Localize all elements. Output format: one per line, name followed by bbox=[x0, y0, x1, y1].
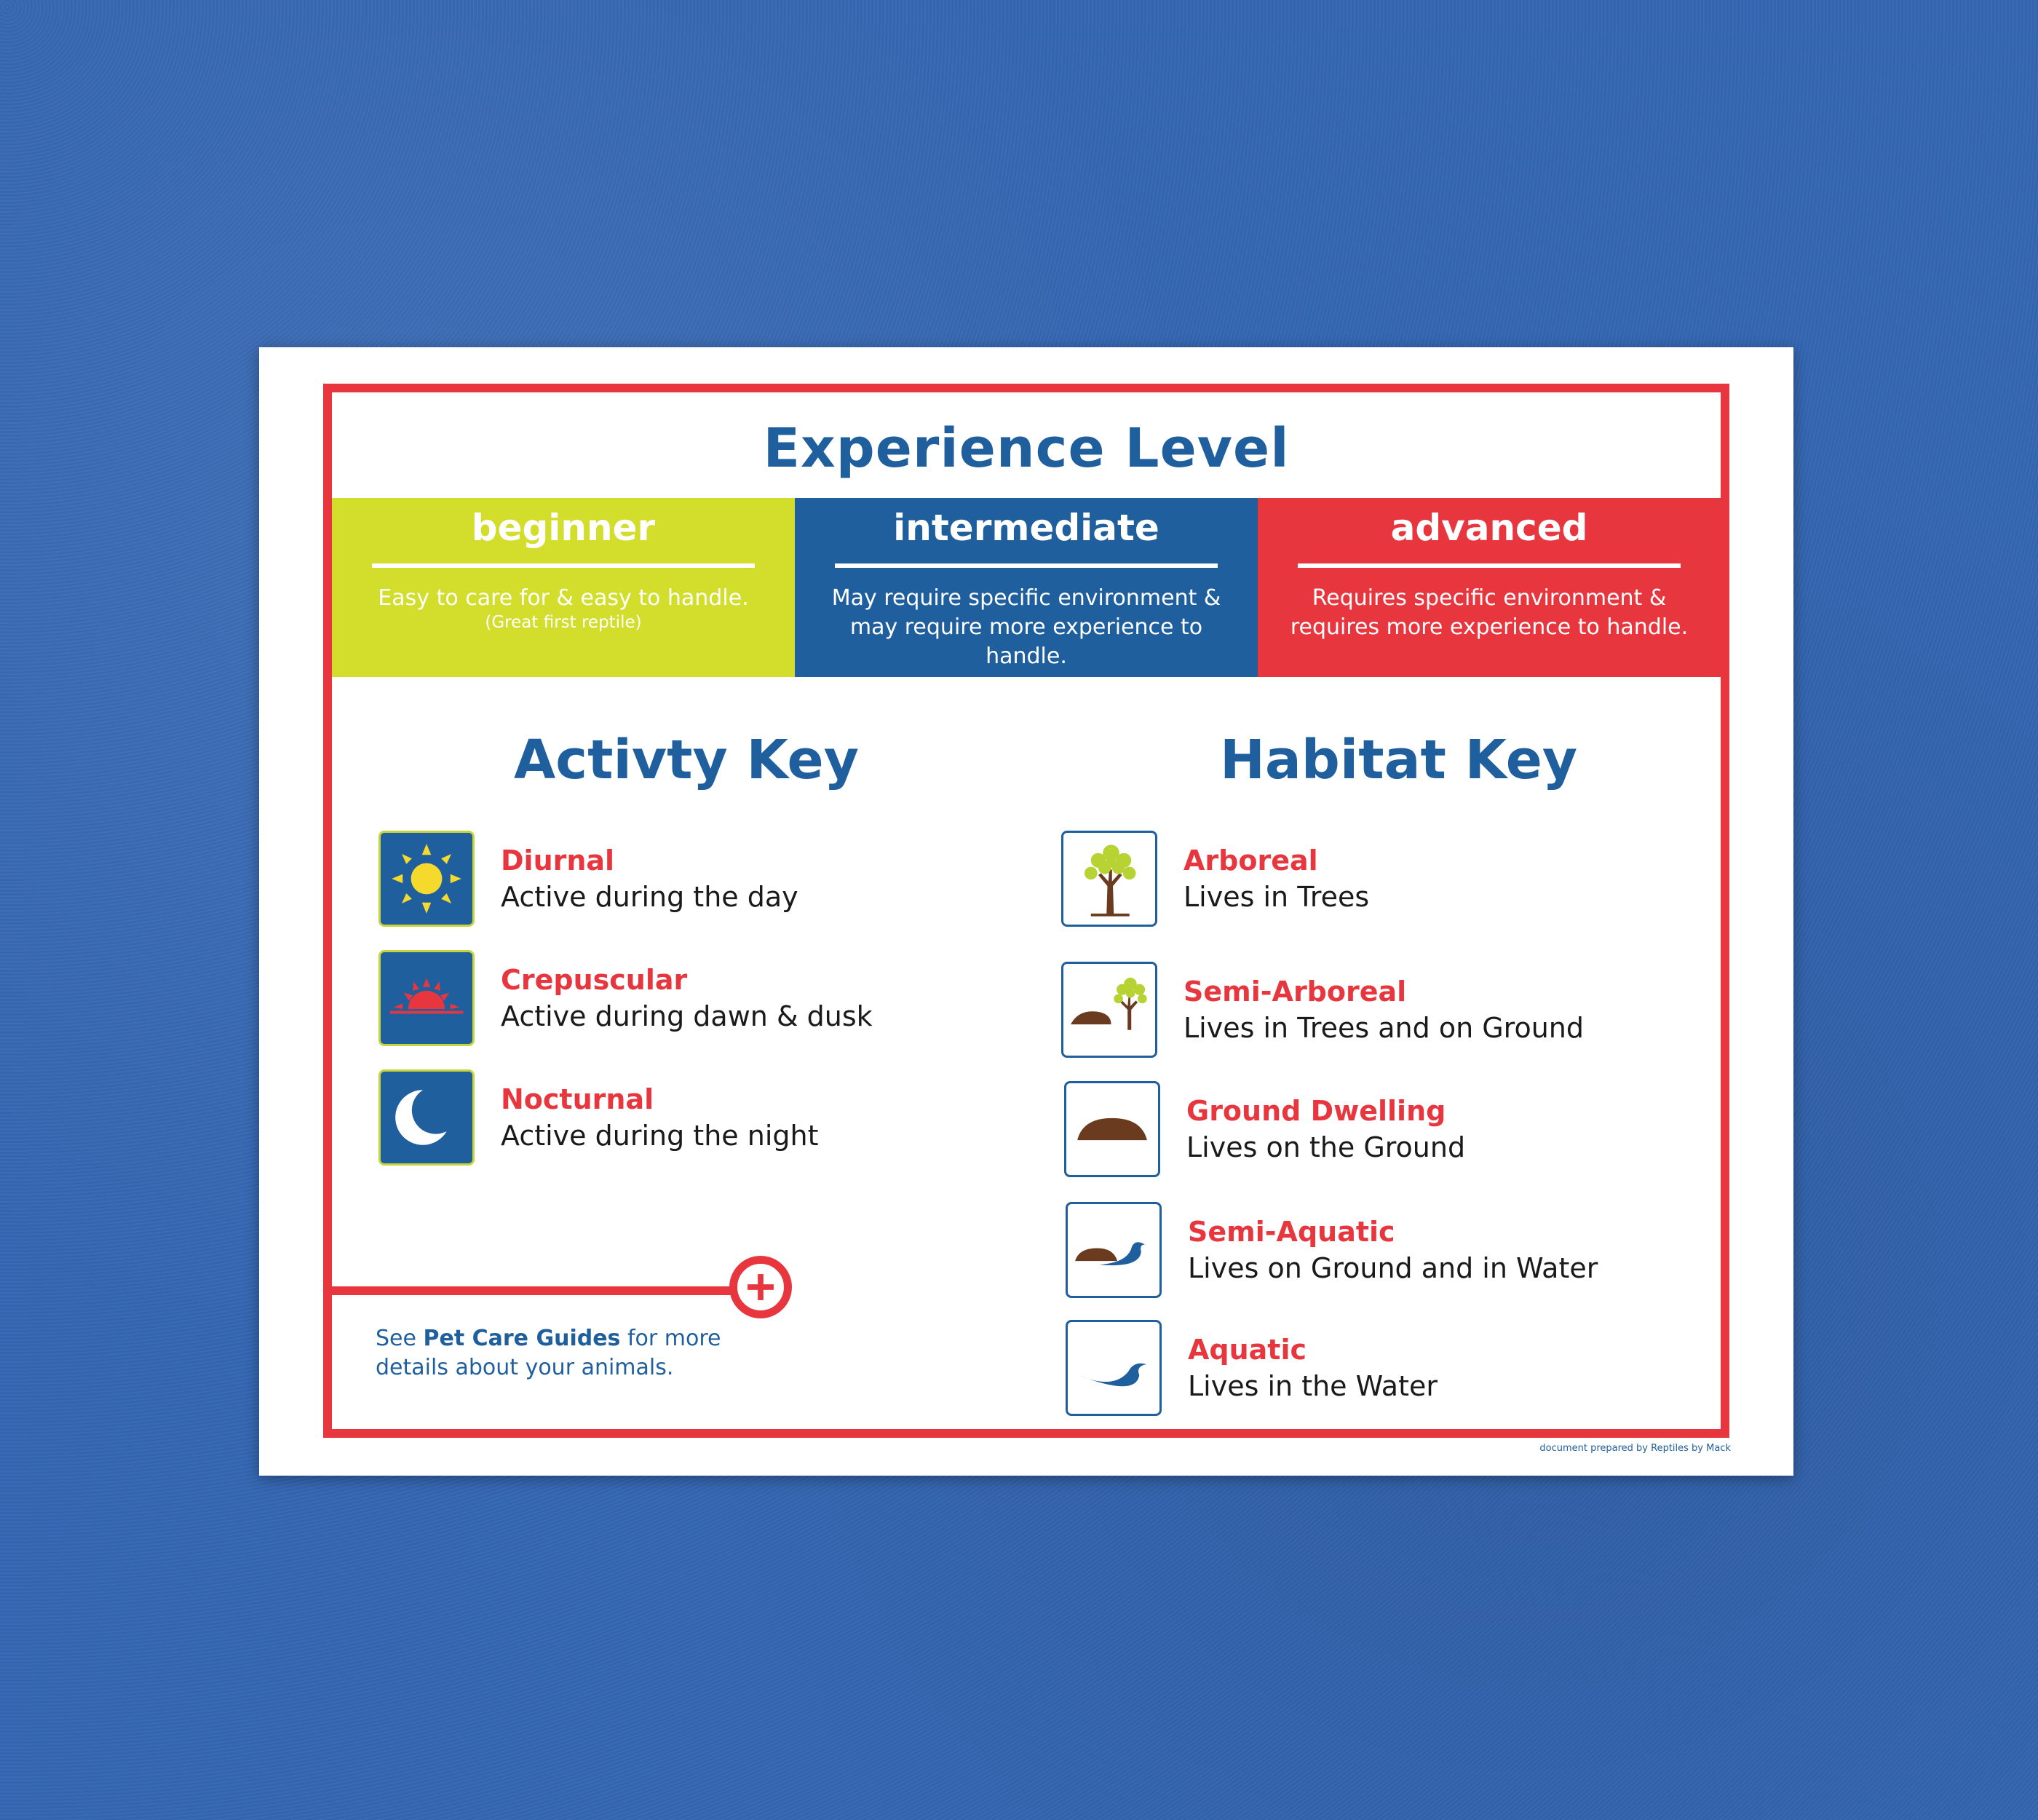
level-advanced bbox=[1258, 498, 1721, 677]
level-divider bbox=[372, 563, 755, 568]
activity-item-nocturnal bbox=[378, 1069, 818, 1166]
level-note: (Great first reptile) bbox=[485, 613, 642, 632]
activity-name: Nocturnal bbox=[501, 1083, 654, 1115]
sun-icon bbox=[378, 831, 475, 927]
page-title: Experience Level bbox=[763, 417, 1290, 480]
activity-name: Crepuscular bbox=[501, 964, 688, 996]
habitat-item-semi-aquatic bbox=[1066, 1202, 1598, 1298]
activity-description: Active during dawn & dusk bbox=[501, 1000, 873, 1032]
level-name: intermediate bbox=[893, 507, 1159, 549]
habitat-item-arboreal bbox=[1061, 831, 1369, 927]
activity-description: Active during the day bbox=[501, 881, 798, 913]
footer-divider bbox=[332, 1286, 740, 1295]
habitat-description: Lives on Ground and in Water bbox=[1188, 1252, 1598, 1284]
habitat-description: Lives in Trees and on Ground bbox=[1183, 1012, 1584, 1044]
tree-icon bbox=[1061, 831, 1157, 927]
tree-ground-icon bbox=[1061, 962, 1157, 1058]
habitat-name: Aquatic bbox=[1188, 1334, 1307, 1366]
plus-icon bbox=[729, 1256, 792, 1318]
habitat-description: Lives in the Water bbox=[1188, 1370, 1438, 1402]
water-icon bbox=[1066, 1320, 1162, 1416]
poster-sheet bbox=[259, 347, 1793, 1476]
ground-water-icon bbox=[1066, 1202, 1162, 1298]
experience-levels bbox=[332, 498, 1721, 677]
level-divider bbox=[835, 563, 1218, 568]
activity-description: Active during the night bbox=[501, 1120, 819, 1152]
habitat-name: Arboreal bbox=[1183, 844, 1318, 877]
level-intermediate bbox=[795, 498, 1258, 677]
activity-item-diurnal bbox=[378, 831, 798, 927]
level-divider bbox=[1298, 563, 1681, 568]
habitat-description: Lives on the Ground bbox=[1186, 1131, 1466, 1163]
moon-icon bbox=[378, 1069, 475, 1166]
activity-name: Diurnal bbox=[501, 844, 615, 877]
credit-text: document prepared by Reptiles by Mack bbox=[1539, 1443, 1731, 1454]
habitat-item-aquatic bbox=[1066, 1320, 1438, 1416]
habitat-key-title: Habitat Key bbox=[1220, 729, 1578, 791]
habitat-name: Semi-Aquatic bbox=[1188, 1216, 1395, 1248]
habitat-name: Semi-Arboreal bbox=[1183, 976, 1407, 1008]
habitat-item-ground-dwelling bbox=[1064, 1081, 1465, 1177]
level-description: Easy to care for & easy to handle. bbox=[378, 585, 749, 611]
level-name: advanced bbox=[1390, 507, 1588, 549]
activity-key-title: Activty Key bbox=[514, 729, 859, 791]
level-name: beginner bbox=[471, 507, 656, 549]
level-beginner bbox=[332, 498, 795, 677]
habitat-description: Lives in Trees bbox=[1183, 881, 1370, 913]
habitat-name: Ground Dwelling bbox=[1186, 1095, 1446, 1127]
ground-icon bbox=[1064, 1081, 1160, 1177]
activity-item-crepuscular bbox=[378, 950, 873, 1046]
pet-care-guides-link: Pet Care Guides bbox=[423, 1326, 621, 1351]
habitat-item-semi-arboreal bbox=[1061, 962, 1584, 1058]
level-description: May require specific environment & may require more experience to handle. bbox=[831, 585, 1221, 669]
level-description: Requires specific environment & requires more experience to handle. bbox=[1290, 585, 1689, 640]
poster-frame bbox=[323, 384, 1729, 1438]
footer-note: See Pet Care Guides for more details about your animals. bbox=[376, 1326, 721, 1380]
sunset-icon bbox=[378, 950, 475, 1046]
